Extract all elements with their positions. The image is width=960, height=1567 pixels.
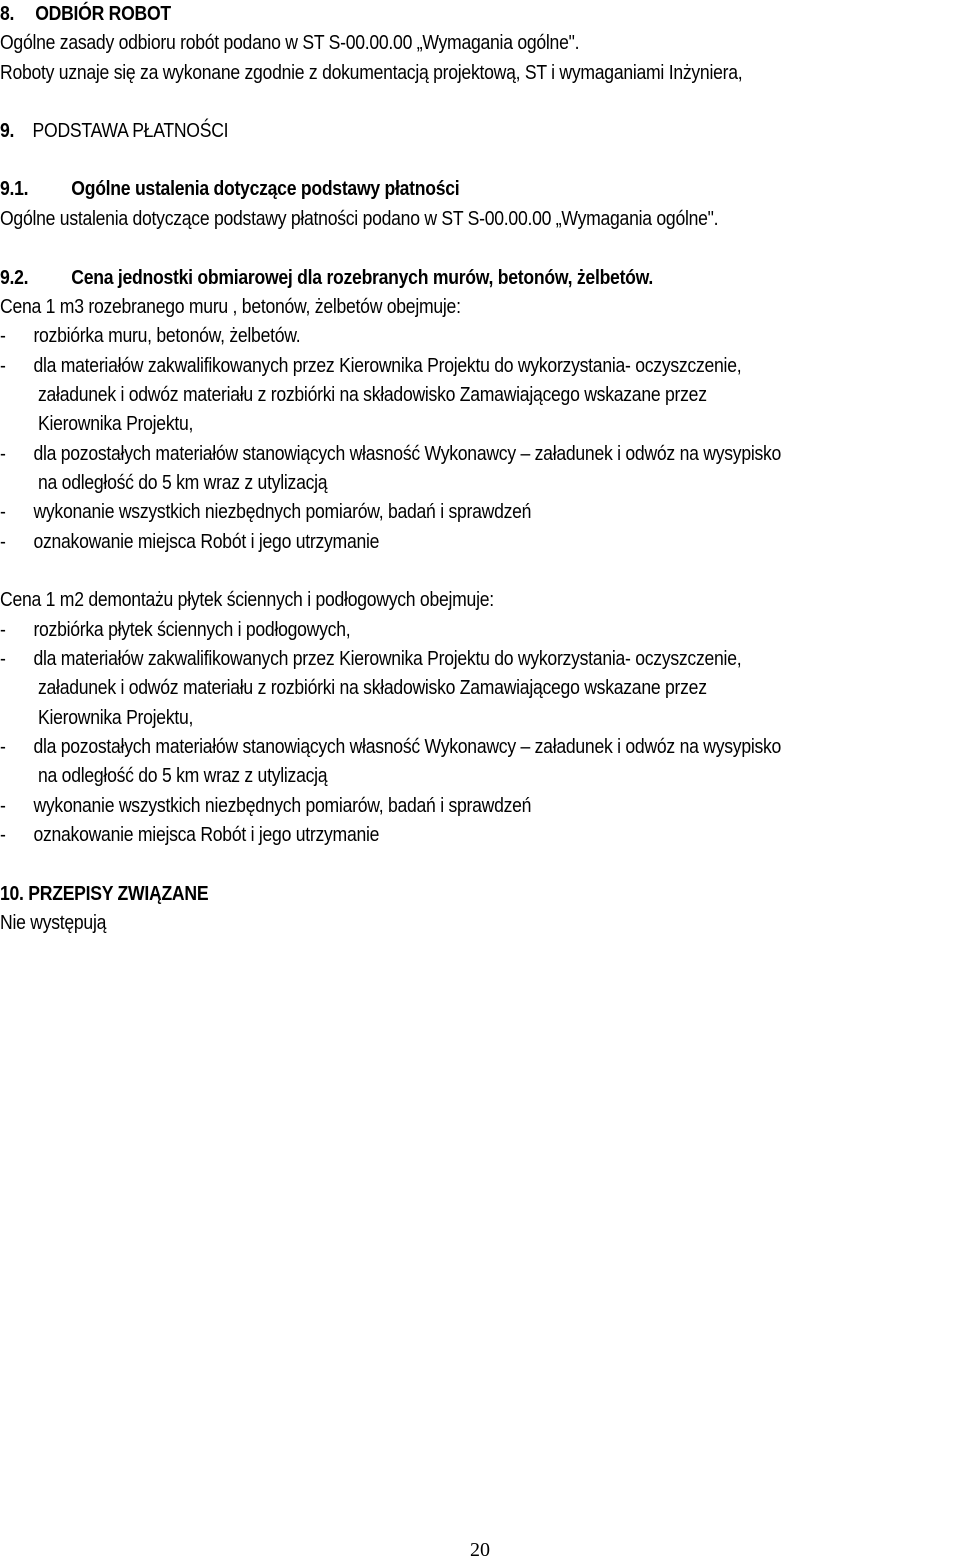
- list-dash: -: [0, 824, 6, 846]
- list-dash: -: [0, 501, 6, 523]
- list-item-text: dla pozostałych materiałów stanowiących własność Wykonawcy – załadunek i odwóz na wysypisko: [33, 736, 782, 758]
- list-item: [0, 645, 741, 674]
- list-item: [0, 733, 781, 762]
- list-item-text: dla pozostałych materiałów stanowiących własność Wykonawcy – załadunek i odwóz na wysypisko: [33, 443, 782, 465]
- section-9-2-number: 9.2.: [0, 267, 29, 289]
- section-9-1-text: Ogólne ustalenia dotyczące podstawy płatności podano w ST S-00.00.00 „Wymagania ogólne".: [0, 208, 719, 230]
- list-item-text: rozbiórka płytek ściennych i podłogowych,: [33, 619, 351, 641]
- list-item: [0, 352, 741, 381]
- page-number: 20: [470, 1539, 490, 1561]
- section-8-line-2: Roboty uznaje się za wykonane zgodnie z dokumentacją projektową, ST i wymaganiami Inżyniera,: [0, 62, 743, 84]
- section-8-number: 8.: [0, 3, 15, 25]
- section-9-number: 9.: [0, 120, 15, 142]
- list-item-text: wykonanie wszystkich niezbędnych pomiarów, badań i sprawdzeń: [33, 795, 532, 817]
- list-dash: -: [0, 325, 6, 347]
- list-item-continuation: Kierownika Projektu,: [38, 707, 194, 729]
- list-item: [0, 821, 379, 850]
- list-dash: -: [0, 648, 6, 670]
- block-2-intro: Cena 1 m2 demontażu płytek ściennych i podłogowych obejmuje:: [0, 589, 494, 611]
- list-dash: -: [0, 531, 6, 553]
- block-1-intro: Cena 1 m3 rozebranego muru , betonów, żelbetów obejmuje:: [0, 296, 461, 318]
- section-10-text: Nie występują: [0, 912, 107, 934]
- section-8-heading: [0, 0, 171, 29]
- list-item-text: dla materiałów zakwalifikowanych przez Kierownika Projektu do wykorzystania- oczyszczenie,: [33, 355, 742, 377]
- list-item-continuation: Kierownika Projektu,: [38, 413, 194, 435]
- list-item-continuation: na odległość do 5 km wraz z utylizacją: [38, 472, 328, 494]
- list-dash: -: [0, 795, 6, 817]
- list-item-continuation: załadunek i odwóz materiału z rozbiórki na składowisko Zamawiającego wskazane przez: [38, 384, 707, 406]
- list-item-text: wykonanie wszystkich niezbędnych pomiarów, badań i sprawdzeń: [33, 501, 532, 523]
- list-item: [0, 498, 531, 527]
- section-9-title: PODSTAWA PŁATNOŚCI: [32, 120, 229, 142]
- list-item: [0, 440, 781, 469]
- section-10-heading: 10. PRZEPISY ZWIĄZANE: [0, 883, 209, 905]
- list-item-text: dla materiałów zakwalifikowanych przez Kierownika Projektu do wykorzystania- oczyszczenie,: [33, 648, 742, 670]
- list-dash: -: [0, 355, 6, 377]
- list-item-text: rozbiórka muru, betonów, żelbetów.: [33, 325, 301, 347]
- section-9-heading: [0, 117, 228, 146]
- section-8-title: ODBIÓR ROBOT: [35, 3, 171, 25]
- list-item-continuation: załadunek i odwóz materiału z rozbiórki na składowisko Zamawiającego wskazane przez: [38, 677, 707, 699]
- section-9-1-title: Ogólne ustalenia dotyczące podstawy płatności: [71, 178, 460, 200]
- section-9-2-heading: [0, 264, 653, 293]
- section-9-1-number: 9.1.: [0, 178, 29, 200]
- list-item: [0, 528, 379, 557]
- list-item-text: oznakowanie miejsca Robót i jego utrzymanie: [33, 531, 380, 553]
- list-item: [0, 792, 531, 821]
- list-item: [0, 322, 300, 351]
- list-dash: -: [0, 619, 6, 641]
- list-dash: -: [0, 736, 6, 758]
- list-dash: -: [0, 443, 6, 465]
- section-9-2-title: Cena jednostki obmiarowej dla rozebranych murów, betonów, żelbetów.: [71, 267, 654, 289]
- list-item: [0, 616, 350, 645]
- list-item-continuation: na odległość do 5 km wraz z utylizacją: [38, 765, 328, 787]
- section-9-1-heading: [0, 175, 459, 204]
- list-item-text: oznakowanie miejsca Robót i jego utrzymanie: [33, 824, 380, 846]
- section-8-line-1: Ogólne zasady odbioru robót podano w ST S-00.00.00 „Wymagania ogólne".: [0, 32, 580, 54]
